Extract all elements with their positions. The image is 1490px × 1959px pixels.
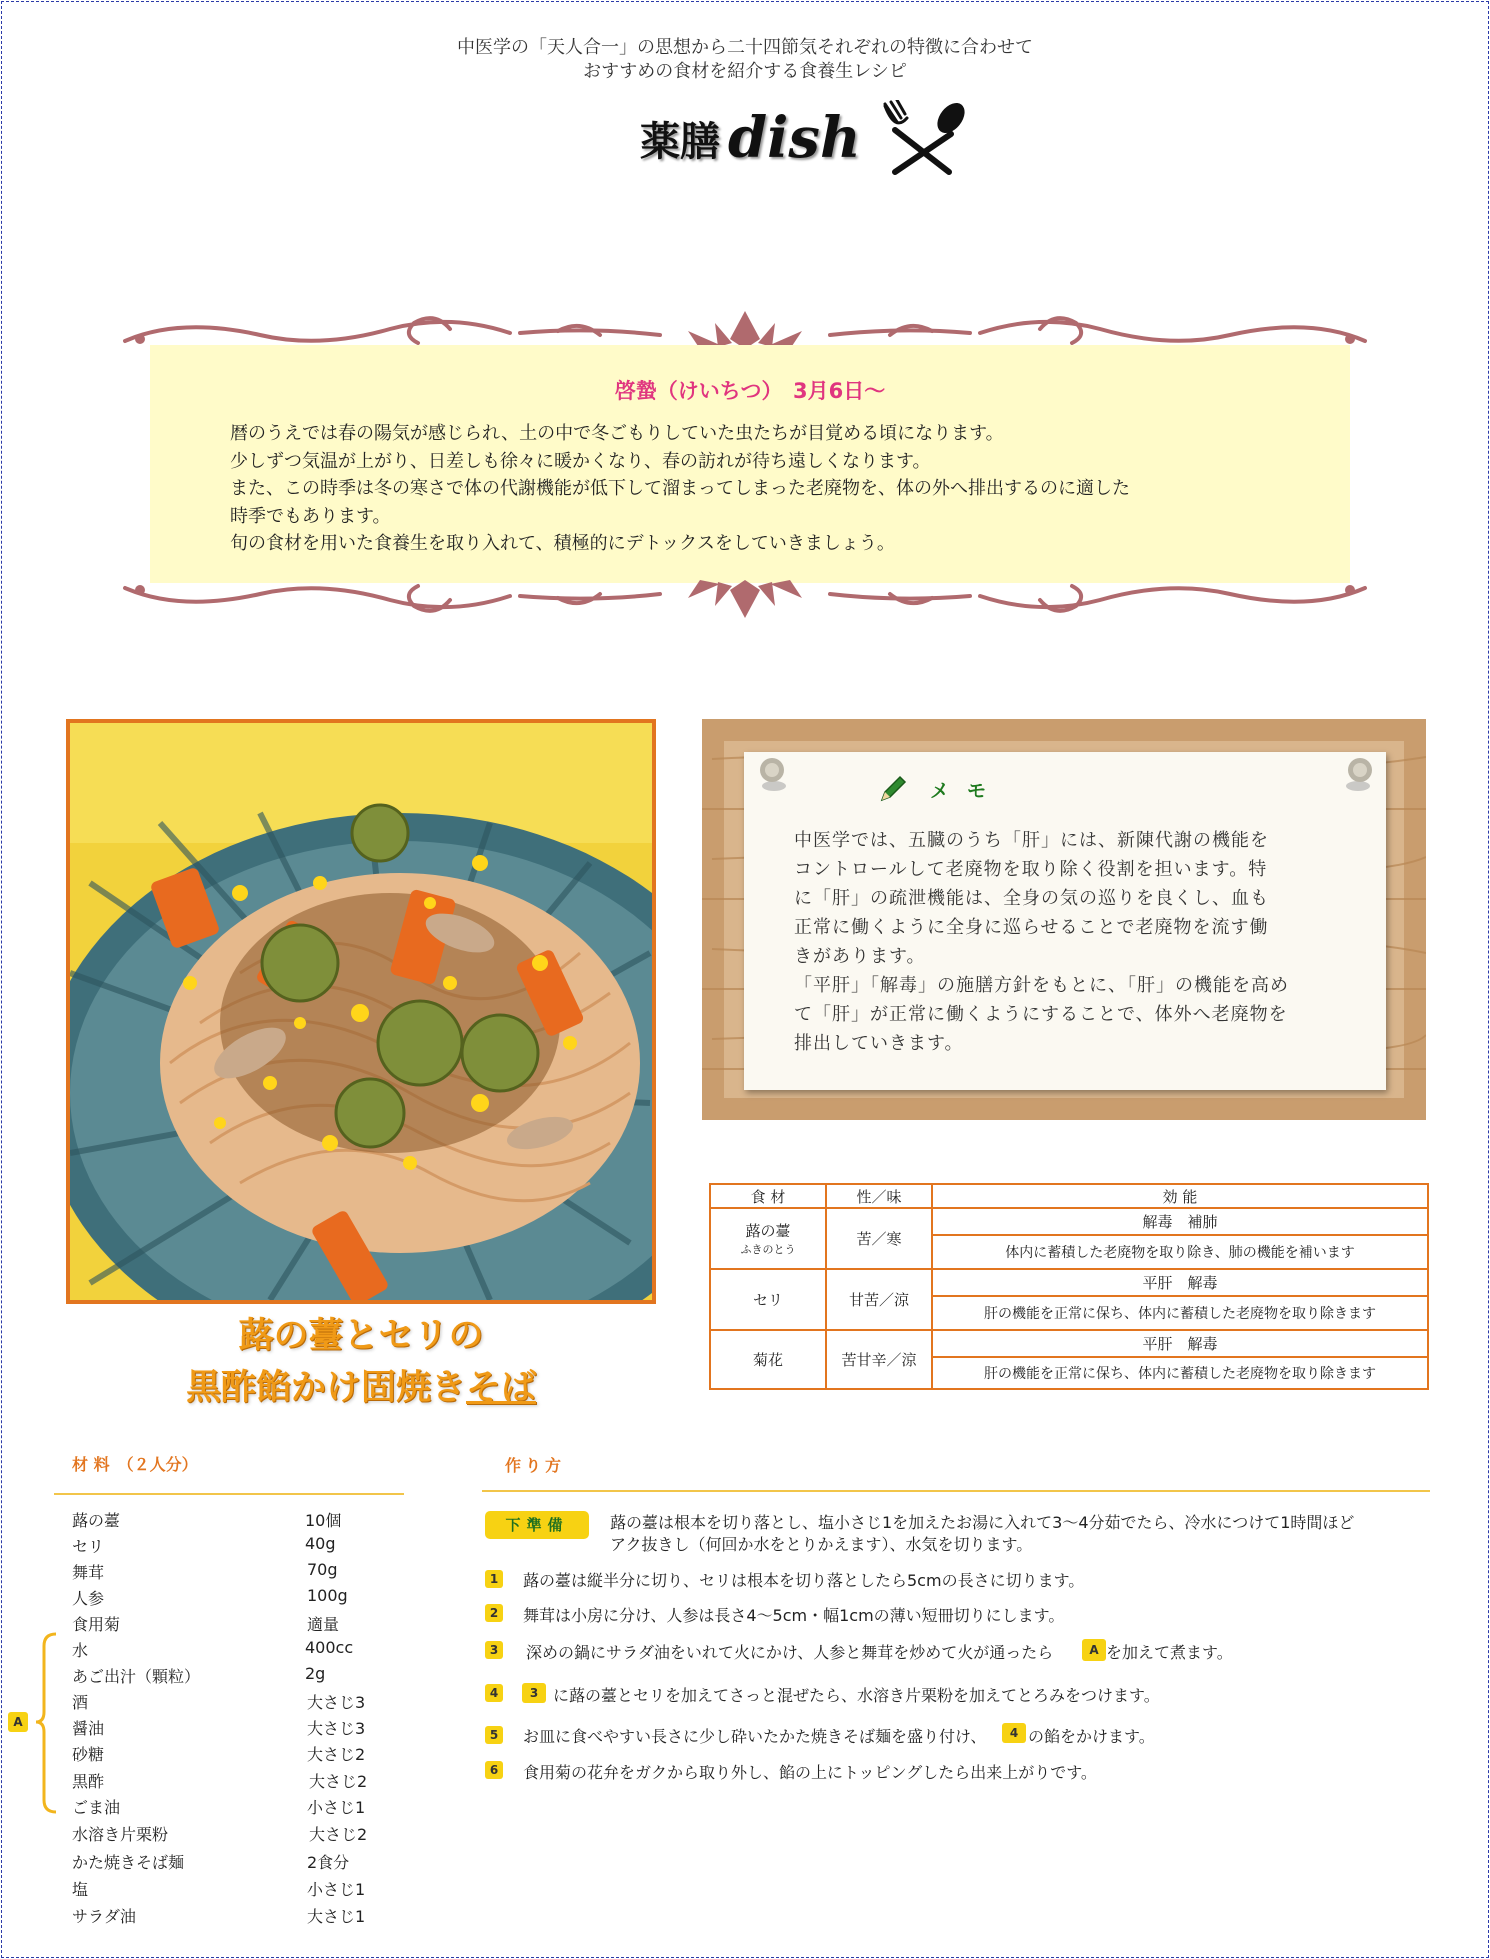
table-header-row xyxy=(710,1184,1428,1208)
memo-line: 正常に働くように全身に巡らせることで老廃物を流す働 xyxy=(794,917,1269,938)
season-description xyxy=(230,420,1270,558)
ingredients-rule xyxy=(54,1493,404,1495)
pushpin-icon xyxy=(1342,756,1376,796)
herb-effect-title: 解毒 補肺 xyxy=(932,1208,1428,1235)
step-text: 蕗の薹は縦半分に切り、セリは根本を切り落としたら5cmの長さに切ります。 xyxy=(523,1571,1085,1590)
herb-nature: 苦甘辛／涼 xyxy=(826,1330,932,1389)
season-line: また、この時季は冬の寒さで体の代謝機能が低下して溜まってしまった老廃物を、体の外へ排出するのに適した xyxy=(230,478,1130,499)
season-line: 暦のうえでは春の陽気が感じられ、土の中で冬ごもりしていた虫たちが目覚める頃になります。 xyxy=(230,423,1004,444)
ingredient-name: 人参 xyxy=(72,1589,105,1608)
intro-line-2: おすすめの食材を紹介する食養生レシピ xyxy=(583,61,907,82)
season-line: 旬の食材を用いた食養生を取り入れて、積極的にデトックスをしていきましょう。 xyxy=(230,533,895,554)
pencil-icon xyxy=(878,774,908,804)
method-rule xyxy=(482,1490,1430,1492)
dish-title-line-2 xyxy=(66,1362,656,1414)
ingredient-amount: 2食分 xyxy=(307,1853,350,1872)
ingredient-name: 黒酢 xyxy=(72,1772,105,1791)
ingredient-name: 砂糖 xyxy=(72,1745,105,1764)
ingredient-name: ごま油 xyxy=(72,1798,121,1817)
ingredient-effect-table xyxy=(709,1183,1429,1390)
step-number: 3 xyxy=(485,1641,503,1659)
ingredient-name: セリ xyxy=(72,1537,105,1556)
ingredient-name: あご出汁（顆粒） xyxy=(72,1667,201,1686)
step-text: 舞茸は小房に分け、人参は長さ4～5cm・幅1cmの薄い短冊切りにします。 xyxy=(523,1606,1065,1625)
ingredient-amount: 400cc xyxy=(305,1638,354,1657)
ingredient-amount: 小さじ1 xyxy=(307,1880,366,1899)
logo-kanji: 薬膳 xyxy=(640,117,720,165)
ingredient-amount: 40g xyxy=(305,1534,336,1553)
herb-name: 蕗の薹 xyxy=(745,1222,791,1240)
ingredient-amount: 小さじ1 xyxy=(307,1798,366,1817)
ingredient-name: サラダ油 xyxy=(72,1907,136,1926)
step-ref-badge: 3 xyxy=(522,1683,546,1703)
logo xyxy=(640,100,965,176)
ingredient-amount: 70g xyxy=(307,1560,338,1579)
ingredient-amount: 大さじ2 xyxy=(309,1772,368,1791)
memo-line: て「肝」が正常に働くようにすることで、体外へ老廃物を xyxy=(794,1004,1288,1025)
season-line: 少しずつ気温が上がり、日差しも徐々に暖かくなり、春の訪れが待ち遠しくなります。 xyxy=(230,450,931,472)
step-number: 4 xyxy=(485,1684,503,1702)
memo-line: きがあります。 xyxy=(794,946,926,967)
ingredient-amount: 大さじ1 xyxy=(307,1907,366,1926)
step-text: 深めの鍋にサラダ油をいれて火にかけ、人参と舞茸を炒めて火が通ったら xyxy=(526,1643,1054,1662)
ingredient-amount: 適量 xyxy=(307,1615,340,1634)
ingredient-name: 塩 xyxy=(72,1880,89,1899)
group-a-bracket xyxy=(36,1628,60,1818)
intro-line-1: 中医学の「天人合一」の思想から二十四節気それぞれの特徴に合わせて xyxy=(457,37,1033,58)
dish-photo xyxy=(66,719,656,1304)
ingredient-name: 水 xyxy=(72,1641,89,1660)
column-header: 性／味 xyxy=(826,1184,932,1208)
step-text: を加えて煮ます。 xyxy=(1106,1643,1233,1662)
season-title: 啓蟄（けいちつ） 3月6日～ xyxy=(614,379,886,403)
ingredient-name: かた焼きそば麺 xyxy=(72,1853,185,1872)
herb-nature: 苦／寒 xyxy=(826,1208,932,1269)
herb-name: セリ xyxy=(710,1269,826,1330)
ingredient-name: 酒 xyxy=(72,1693,89,1712)
column-header: 効 能 xyxy=(932,1184,1428,1208)
memo-line: コントロールして老廃物を取り除く役割を担います。特 xyxy=(794,859,1268,880)
season-line: 時季でもあります。 xyxy=(230,505,391,527)
step-number: 6 xyxy=(485,1761,503,1779)
table-row xyxy=(710,1208,1428,1235)
herb-effect-title: 平肝 解毒 xyxy=(932,1269,1428,1296)
method-title: 作り方 xyxy=(505,1456,566,1475)
table-row xyxy=(710,1330,1428,1357)
ingredient-amount: 大さじ2 xyxy=(309,1825,368,1844)
prep-badge: 下準備 xyxy=(485,1511,589,1539)
memo-line: 「平肝」「解毒」の施膳方針をもとに、「肝」の機能を高め xyxy=(794,975,1289,996)
step-ref-badge: A xyxy=(1082,1639,1106,1661)
dish-title-underlined: そば xyxy=(466,1368,537,1408)
ingredient-name: 舞茸 xyxy=(72,1563,105,1582)
prep-line: 蕗の薹は根本を切り落とし、塩小さじ1を加えたお湯に入れて3～4分茹でたら、冷水につけて1時間ほど xyxy=(610,1513,1355,1532)
step-text: に蕗の薹とセリを加えてさっと混ぜたら、水溶き片栗粉を加えてとろみをつけます。 xyxy=(553,1686,1160,1705)
dish-title-part: 黒酢餡かけ固焼き xyxy=(185,1368,466,1408)
step-number: 2 xyxy=(485,1604,503,1622)
table-row xyxy=(710,1269,1428,1296)
memo-line: 排出していきます。 xyxy=(794,1033,964,1054)
step-ref-badge: 4 xyxy=(1002,1723,1026,1743)
step-text: お皿に食べやすい長さに少し砕いたかた焼きそば麺を盛り付け、 xyxy=(523,1727,987,1746)
herb-effect-desc: 肝の機能を正常に保ち、体内に蓄積した老廃物を取り除きます xyxy=(932,1296,1428,1330)
memo-title: メモ xyxy=(930,780,1005,802)
step-text: の餡をかけます。 xyxy=(1028,1727,1155,1746)
ingredient-amount: 大さじ2 xyxy=(307,1745,366,1764)
ingredient-amount: 10個 xyxy=(305,1511,342,1530)
banner-bottom-ornament xyxy=(120,574,1370,624)
memo-line: 中医学では、五臓のうち「肝」には、新陳代謝の機能を xyxy=(794,830,1269,851)
herb-name-cell xyxy=(710,1208,826,1269)
dish-title xyxy=(66,1310,656,1414)
herb-reading: ふきのとう xyxy=(740,1243,796,1256)
step-number: 5 xyxy=(485,1726,503,1744)
herb-effect-desc: 体内に蓄積した老廃物を取り除き、肺の機能を補います xyxy=(932,1235,1428,1269)
step-number: 1 xyxy=(485,1570,503,1588)
ingredient-name: 醤油 xyxy=(72,1719,105,1738)
group-a-badge: A xyxy=(8,1712,28,1732)
fork-spoon-icon xyxy=(881,100,965,176)
ingredient-name: 食用菊 xyxy=(72,1615,121,1634)
herb-effect-desc: 肝の機能を正常に保ち、体内に蓄積した老廃物を取り除きます xyxy=(932,1357,1428,1389)
ingredients-title: 材 料 （２人分） xyxy=(72,1455,198,1474)
ingredient-amount: 大さじ3 xyxy=(307,1693,366,1712)
herb-effect-title: 平肝 解毒 xyxy=(932,1330,1428,1357)
intro-text xyxy=(0,36,1490,84)
logo-latin: dish xyxy=(728,105,861,171)
herb-name: 菊花 xyxy=(710,1330,826,1389)
ingredient-name: 蕗の薹 xyxy=(72,1511,121,1530)
step-text: 食用菊の花弁をガクから取り外し、餡の上にトッピングしたら出来上がりです。 xyxy=(523,1763,1097,1782)
memo-line: に「肝」の疏泄機能は、全身の気の巡りを良くし、血も xyxy=(794,888,1269,909)
memo-text xyxy=(794,826,1354,1058)
dish-title-line-1: 蕗の薹とセリの xyxy=(238,1316,484,1356)
ingredient-name: 水溶き片栗粉 xyxy=(72,1825,169,1844)
pushpin-icon xyxy=(756,756,790,796)
column-header: 食 材 xyxy=(710,1184,826,1208)
ingredient-amount: 2g xyxy=(305,1664,326,1683)
herb-nature: 甘苦／涼 xyxy=(826,1269,932,1330)
prep-line: アク抜きし（何回か水をとりかえます）、水気を切ります。 xyxy=(610,1535,1033,1554)
dish-illustration xyxy=(70,723,652,1300)
ingredient-amount: 大さじ3 xyxy=(307,1719,366,1738)
ingredient-amount: 100g xyxy=(307,1586,348,1605)
